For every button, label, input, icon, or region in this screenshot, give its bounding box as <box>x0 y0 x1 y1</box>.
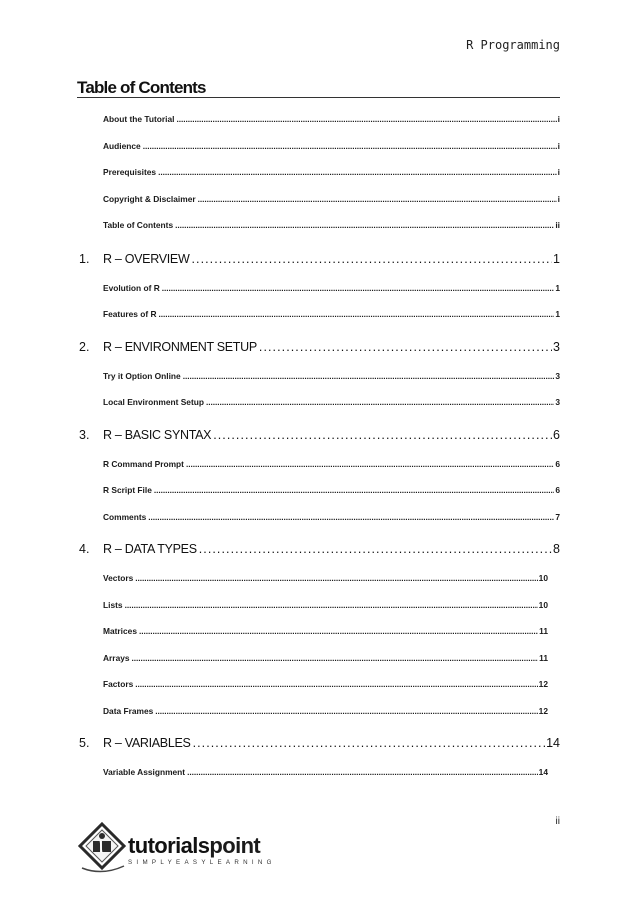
dot-leader <box>191 252 552 266</box>
entry-page-number: 3 <box>553 339 560 354</box>
chapter-number: 2. <box>79 339 90 354</box>
chapter-title: R – BASIC SYNTAX <box>103 427 212 442</box>
dot-leader <box>198 194 557 204</box>
entry-label: Copyright & Disclaimer <box>103 193 196 204</box>
dot-leader <box>206 397 554 407</box>
dot-leader <box>199 542 552 556</box>
entry-label: Table of Contents <box>103 220 174 230</box>
entry-page-number: 12 <box>538 705 548 716</box>
entry-page-number: i <box>557 193 560 204</box>
toc-entry[interactable] <box>103 141 560 151</box>
dot-leader <box>125 600 538 610</box>
entry-label: Variable Assignment <box>103 767 186 777</box>
dot-leader <box>148 512 554 522</box>
entry-label: R Script File <box>103 485 152 495</box>
chapter-title: R – DATA TYPES <box>103 542 197 556</box>
chapter-entry[interactable] <box>79 542 560 556</box>
page-title: Table of Contents <box>77 78 206 97</box>
page-number: ii <box>555 816 560 827</box>
entry-page-number: 6 <box>553 427 560 442</box>
dot-leader <box>143 141 557 151</box>
entry-page-number: ii <box>555 220 560 230</box>
toc-entry[interactable] <box>103 512 560 522</box>
entry-label: Lists <box>103 599 123 610</box>
dot-leader <box>139 626 538 636</box>
entry-page-number: 8 <box>553 542 560 556</box>
chapter-title: R – ENVIRONMENT SETUP <box>103 339 257 354</box>
entry-page-number: i <box>557 114 560 124</box>
dot-leader <box>135 679 537 689</box>
entry-label: Audience <box>103 140 141 151</box>
dot-leader <box>132 653 539 663</box>
entry-page-number: i <box>557 140 560 151</box>
dot-leader <box>135 573 537 583</box>
dot-leader <box>154 485 554 495</box>
entry-label: Arrays <box>103 652 130 663</box>
toc-entry[interactable] <box>103 459 560 469</box>
entry-label: Data Frames <box>103 705 154 716</box>
chapter-title: R – VARIABLES <box>103 736 191 750</box>
dot-leader <box>259 340 552 354</box>
entry-label: Vectors <box>103 573 134 583</box>
entry-page-number: 11 <box>539 652 548 663</box>
entry-page-number: 1 <box>555 282 560 293</box>
toc-entry[interactable] <box>103 114 560 124</box>
entry-label: Factors <box>103 679 134 689</box>
toc-entry[interactable] <box>103 573 548 583</box>
logo-tagline: SIMPLYEASYLEARNING <box>128 859 276 866</box>
toc-entry[interactable] <box>103 653 548 663</box>
running-header: R Programming <box>466 38 560 52</box>
chapter-number: 5. <box>79 736 90 750</box>
entry-label: Try it Option Online <box>103 370 181 381</box>
entry-page-number: 10 <box>538 599 548 610</box>
entry-label: Evolution of R <box>103 282 160 293</box>
entry-page-number: 3 <box>555 397 560 407</box>
toc-entry[interactable] <box>103 706 548 716</box>
entry-label: R Command Prompt <box>103 458 184 469</box>
entry-page-number: 7 <box>555 511 560 522</box>
toc-entry[interactable] <box>103 371 560 381</box>
toc-entry[interactable] <box>103 626 548 636</box>
entry-label: Matrices <box>103 626 137 636</box>
toc-entry[interactable] <box>103 485 560 495</box>
tutorialspoint-logo-icon <box>78 822 130 878</box>
chapter-entry[interactable] <box>79 736 560 750</box>
entry-label: Features of R <box>103 309 157 319</box>
toc-entry[interactable] <box>103 679 548 689</box>
toc-entry[interactable] <box>103 167 560 177</box>
dot-leader <box>162 283 555 293</box>
entry-page-number: 3 <box>555 370 560 381</box>
entry-label: About the Tutorial <box>103 114 175 124</box>
chapter-entry[interactable] <box>79 340 560 354</box>
entry-page-number: 14 <box>546 736 560 750</box>
tutorialspoint-logo <box>78 822 276 878</box>
toc-entry[interactable] <box>103 397 560 407</box>
toc-entry[interactable] <box>103 194 560 204</box>
chapter-number: 3. <box>79 427 90 442</box>
dot-leader <box>155 706 537 716</box>
dot-leader <box>183 371 555 381</box>
dot-leader <box>177 114 557 124</box>
entry-page-number: 12 <box>538 679 548 689</box>
chapter-title: R – OVERVIEW <box>103 251 190 266</box>
entry-page-number: 6 <box>555 458 560 469</box>
dot-leader <box>175 220 554 230</box>
dot-leader <box>187 767 538 777</box>
chapter-entry[interactable] <box>79 428 560 442</box>
entry-page-number: 1 <box>555 309 560 319</box>
toc-entry[interactable] <box>103 600 548 610</box>
chapter-number: 4. <box>79 542 90 556</box>
entry-label: Prerequisites <box>103 167 157 177</box>
entry-page-number: 11 <box>539 626 548 636</box>
dot-leader <box>158 167 557 177</box>
logo-wordmark: tutorialspoint <box>128 833 261 858</box>
dot-leader <box>213 428 552 442</box>
entry-label: Comments <box>103 511 147 522</box>
entry-label: Local Environment Setup <box>103 397 204 407</box>
dot-leader <box>193 736 546 750</box>
dot-leader <box>186 459 554 469</box>
chapter-number: 1. <box>79 251 90 266</box>
entry-page-number: 1 <box>553 251 560 266</box>
entry-page-number: i <box>557 167 560 177</box>
toc-entry[interactable] <box>103 220 560 230</box>
chapter-entry[interactable] <box>79 252 560 266</box>
entry-page-number: 10 <box>538 573 548 583</box>
entry-page-number: 14 <box>538 767 548 777</box>
toc-entry[interactable] <box>103 283 560 293</box>
dot-leader <box>159 309 555 319</box>
toc-entry[interactable] <box>103 309 560 319</box>
entry-page-number: 6 <box>555 485 560 495</box>
toc-entry[interactable] <box>103 767 548 777</box>
